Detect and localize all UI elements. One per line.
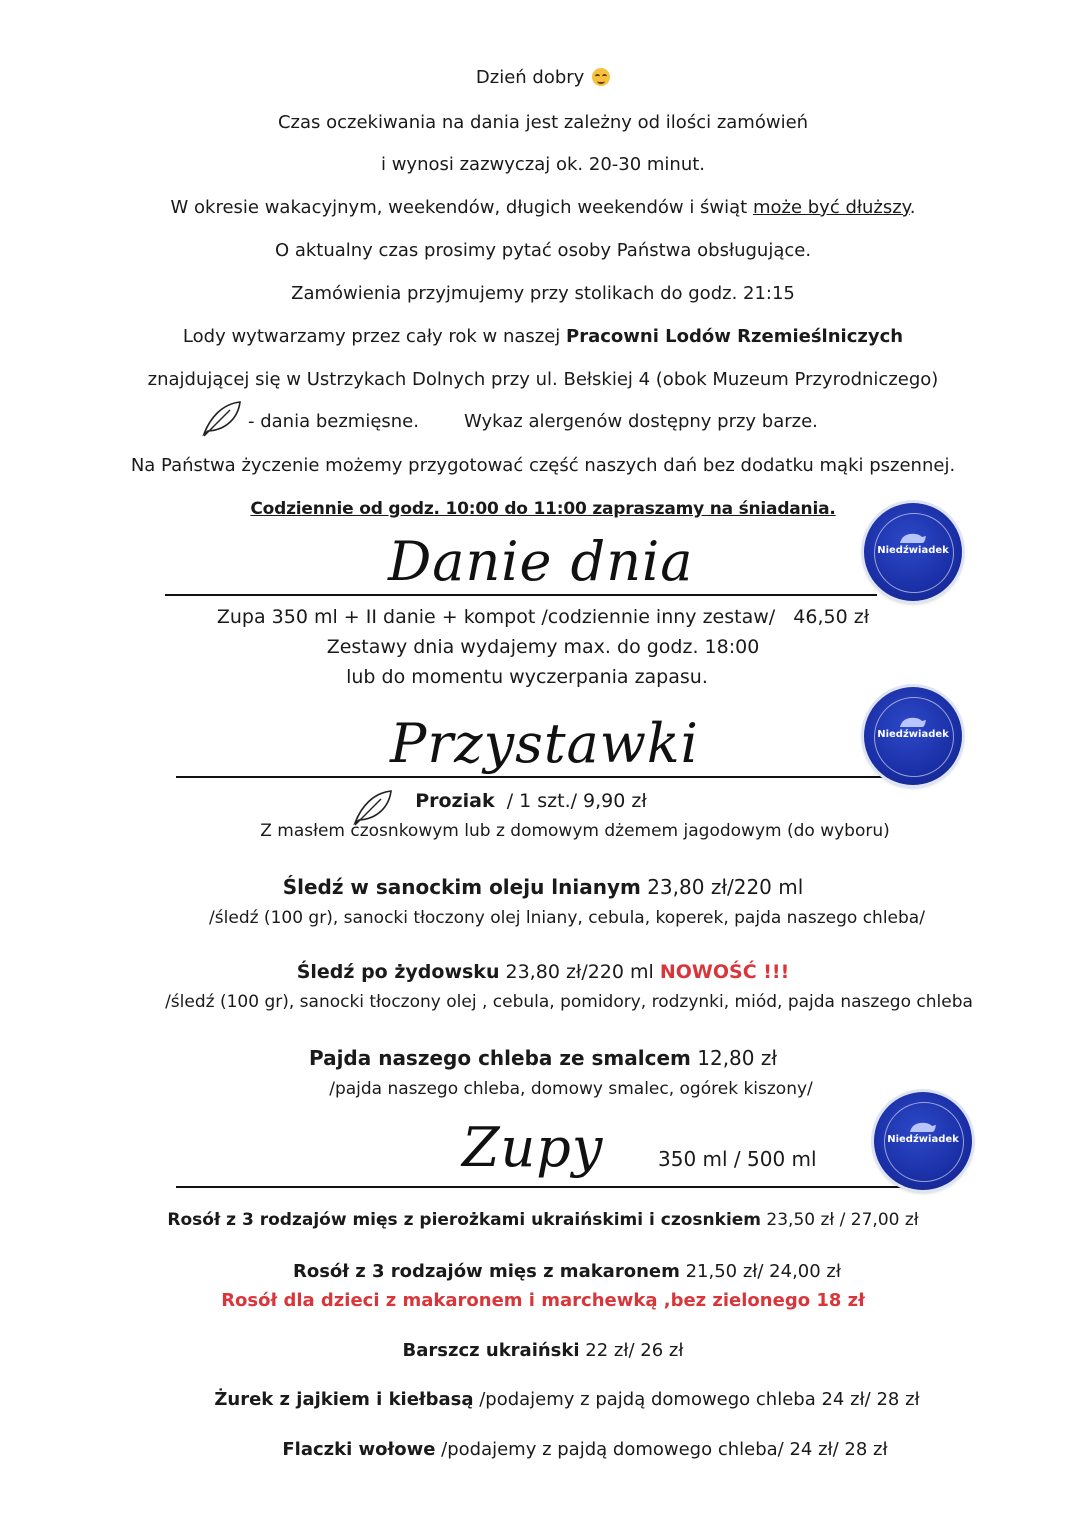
address-note: znajdującej się w Ustrzykach Dolnych przy ul. Bełskiej 4 (obok Muzeum Przyrodniczego) <box>147 369 939 390</box>
wait-time-line-1: Czas oczekiwania na dania jest zależny od ilości zamówień <box>277 112 809 133</box>
soup-barszcz: Barszcz ukraiński 22 zł/ 26 zł <box>402 1340 684 1361</box>
sledz-zydowski-item: Śledź po żydowsku 23,80 zł/220 ml NOWOŚĆ !!! <box>296 961 790 983</box>
divider <box>165 594 877 596</box>
smiling-face-icon <box>592 68 610 86</box>
flour-note: Na Państwa życzenie możemy przygotować część naszych dań bez dodatku mąki pszennej. <box>130 455 956 476</box>
soup-rosol-makaron: Rosół z 3 rodzajów mięs z makaronem 21,50 zł/ 24,00 zł <box>292 1261 841 1282</box>
proziak-item: Proziak / 1 szt./ 9,90 zł <box>415 790 647 812</box>
divider <box>176 1186 924 1188</box>
meatless-label: - dania bezmięsne. <box>248 411 419 432</box>
orders-note: Zamówienia przyjmujemy przy stolikach do godz. 21:15 <box>291 283 795 304</box>
dish-of-day-line-3: lub do momentu wyczerpania zapasu. <box>346 666 708 688</box>
sledz-lniany-item: Śledź w sanockim oleju lnianym 23,80 zł/220 ml <box>282 875 804 899</box>
leaf-icon <box>200 398 244 438</box>
allergens-note: Wykaz alergenów dostępny przy barze. <box>464 411 818 432</box>
section-heading-soups: Zupy <box>462 1116 604 1179</box>
soup-zurek: Żurek z jajkiem i kiełbasą /podajemy z pajdą domowego chleba 24 zł/ 28 zł <box>214 1389 920 1410</box>
new-badge: NOWOŚĆ !!! <box>659 961 790 983</box>
ask-staff-note: O aktualny czas prosimy pytać osoby Państwa obsługujące. <box>274 240 812 261</box>
proziak-description: Z masłem czosnkowym lub z domowym dżemem jagodowym (do wyboru) <box>260 821 890 841</box>
soup-rosol-kids: Rosół dla dzieci z makaronem i marchewką ,bez zielonego 18 zł <box>221 1290 865 1311</box>
restaurant-logo: Niedźwiadek <box>874 1092 972 1190</box>
soup-rosol-pierozki: Rosół z 3 rodzajów mięs z pierożkami ukraińskimi i czosnkiem 23,50 zł / 27,00 zł <box>167 1210 919 1230</box>
section-heading-starters: Przystawki <box>390 712 699 775</box>
bear-icon <box>898 715 928 729</box>
dish-of-day-line-1: Zupa 350 ml + II danie + kompot /codziennie inny zestaw/ 46,50 zł <box>216 606 870 628</box>
holiday-note: W okresie wakacyjnym, weekendów, długich weekendów i świąt może być dłuższy. <box>170 197 916 218</box>
restaurant-logo: Niedźwiadek <box>864 687 962 785</box>
soup-flaczki: Flaczki wołowe /podajemy z pajdą domowego chleba/ 24 zł/ 28 zł <box>282 1439 888 1460</box>
breakfast-note: Codziennie od godz. 10:00 do 11:00 zapraszamy na śniadania. <box>250 499 836 519</box>
pajda-description: /pajda naszego chleba, domowy smalec, ogórek kiszony/ <box>329 1079 813 1099</box>
sledz-lniany-description: /śledź (100 gr), sanocki tłoczony olej lniany, cebula, koperek, pajda naszego chleba/ <box>209 908 925 928</box>
restaurant-logo: Niedźwiadek <box>864 503 962 601</box>
sledz-zydowski-description: /śledź (100 gr), sanocki tłoczony olej , cebula, pomidory, rodzynki, miód, pajda naszego chleba <box>165 992 973 1012</box>
icecream-note: Lody wytwarzamy przez cały rok w naszej Pracowni Lodów Rzemieślniczych <box>182 326 904 347</box>
greeting: Dzień dobry <box>0 66 1086 90</box>
soup-sizes: 350 ml / 500 ml <box>658 1147 817 1171</box>
pajda-item: Pajda naszego chleba ze smalcem 12,80 zł <box>308 1046 778 1070</box>
divider <box>176 776 888 778</box>
section-heading-dish-of-day: Danie dnia <box>388 530 694 593</box>
bear-icon <box>898 531 928 545</box>
wait-time-line-2: i wynosi zazwyczaj ok. 20-30 minut. <box>380 154 706 175</box>
bear-icon <box>908 1120 938 1134</box>
dish-of-day-line-2: Zestawy dnia wydajemy max. do godz. 18:00 <box>326 636 760 658</box>
